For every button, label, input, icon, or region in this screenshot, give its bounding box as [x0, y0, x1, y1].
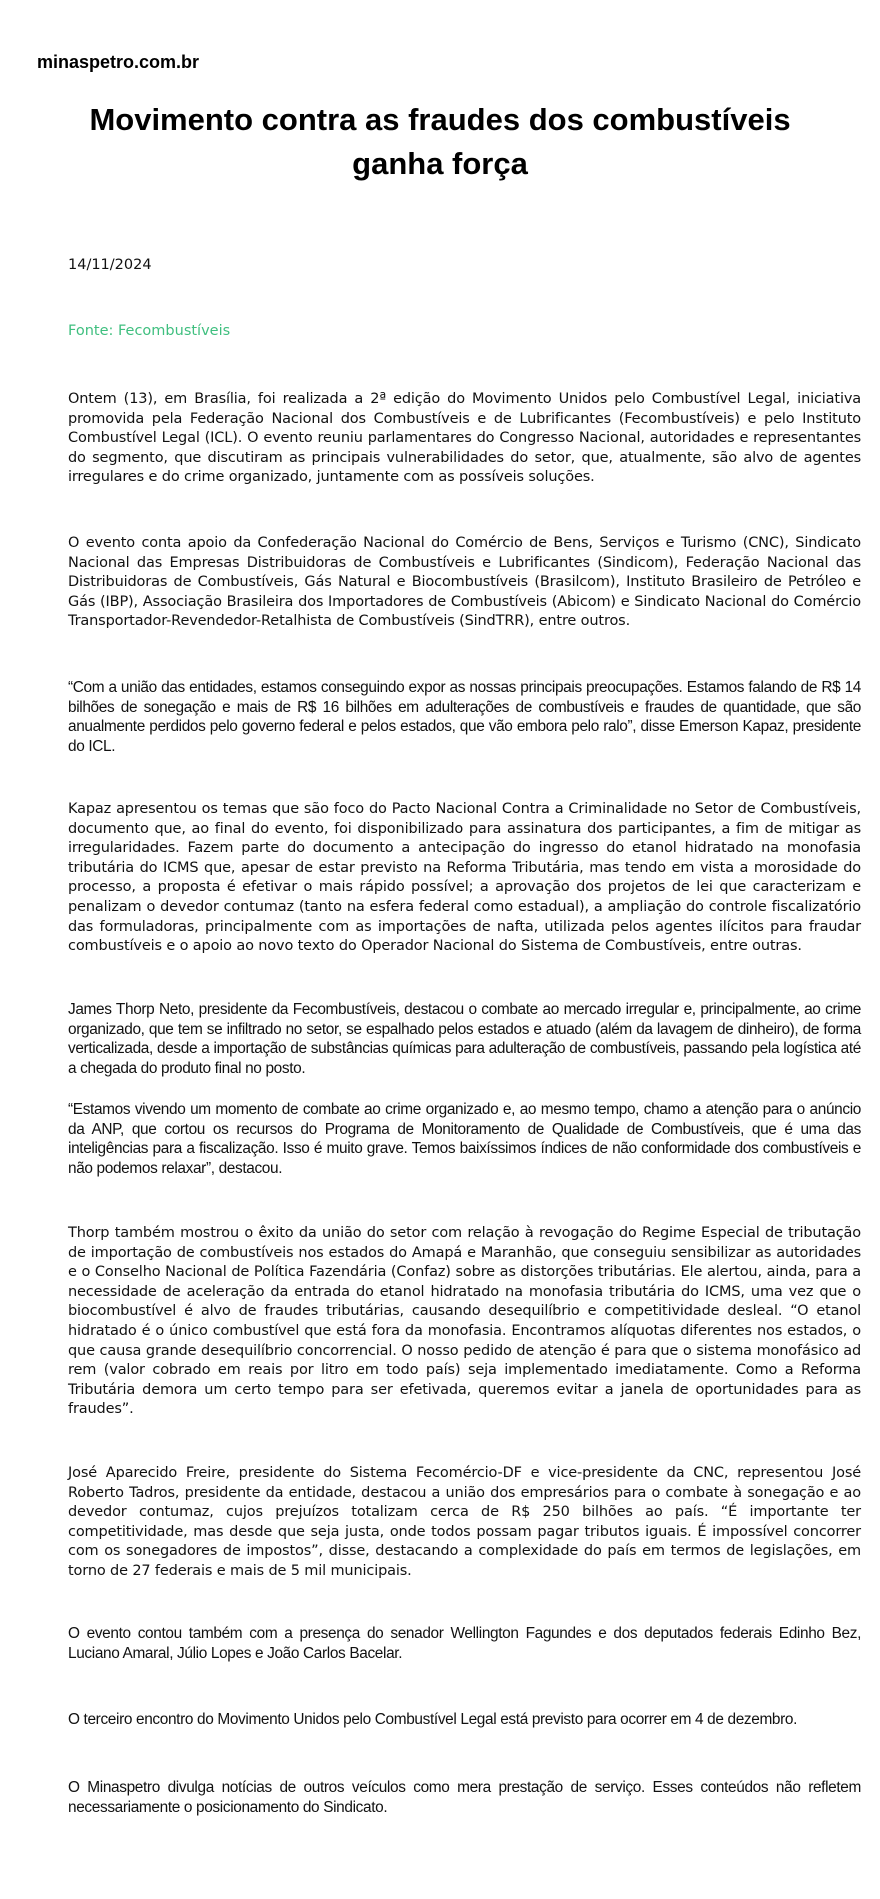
article-paragraph: José Aparecido Freire, presidente do Sistema Fecomércio-DF e vice-presidente da CNC, representou José Roberto Tadros, presidente da entidade, destacou a união dos empresários para o combate à sonegação e ao devedor contumaz, cujos prejuízos totalizam cerca de R$ 250 bilhões ao país. “É importante ter competitividade, mas desde que seja justa, onde todos possam pagar tributos iguais. É impossível concorrer com os sonegadores de impostos”, disse, destacando a complexidade do país em termos de legislações, em torno de 27 federais e mais de 5 mil municipais. [68, 1465, 861, 1579]
disclaimer: O Minaspetro divulga notícias de outros veículos como mera prestação de serviço. Esses conteúdos não refletem necessariamente o posicionamento do Sindicato. [68, 1779, 861, 1816]
article-paragraph: “Estamos vivendo um momento de combate ao crime organizado e, ao mesmo tempo, chamo a atenção para o anúncio da ANP, que cortou os recursos do Programa de Monitoramento de Qualidade de Combustíveis, que é uma das inteligências para a fiscalização. Isso é muito grave. Temos baixíssimos índices de não conformidade dos combustíveis e não podemos relaxar”, destacou. [68, 1101, 861, 1177]
article-title: Movimento contra as fraudes dos combustíveis ganha força [89, 102, 791, 181]
article-source: Fonte: Fecombustíveis [68, 323, 231, 339]
article-paragraph: “Com a união das entidades, estamos conseguindo expor as nossas principais preocupações. Estamos falando de R$ 14 bilhões de sonegação e mais de R$ 16 bilhões em adulterações de combustíveis e fraudes de quantidade, que são anualmente perdidos pelo governo federal e pelos estados, que vão embora pelo ralo”, disse Emerson Kapaz, presidente do ICL. [68, 679, 861, 755]
article-paragraph: Ontem (13), em Brasília, foi realizada a 2ª edição do Movimento Unidos pelo Combustível Legal, iniciativa promovida pela Federação Nacional dos Combustíveis e de Lubrificantes (Fecombustíveis) e pelo Instituto Combustível Legal (ICL). O evento reuniu parlamentares do Congresso Nacional, autoridades e representantes do segmento, que discutiram as principais vulnerabilidades do setor, que, atualmente, são alvo de agentes irregulares e do crime organizado, juntamente com as possíveis soluções. [68, 391, 861, 486]
article-paragraph: O evento conta apoio da Confederação Nacional do Comércio de Bens, Serviços e Turismo (CNC), Sindicato Nacional das Empresas Distribuidoras de Combustíveis e Lubrificantes (Sindicom), Federação Nacional das Distribuidoras de Combustíveis, Gás Natural e Biocombustíveis (Brasilcom), Instituto Brasileiro de Petróleo e Gás (IBP), Associação Brasileira dos Importadores de Combustíveis (Abicom) e Sindicato Nacional do Comércio Transportador-Revendedor-Retalhista de Combustíveis (SindTRR), entre outros. [68, 535, 861, 630]
article-paragraph: Kapaz apresentou os temas que são foco do Pacto Nacional Contra a Criminalidade no Setor de Combustíveis, documento que, ao final do evento, foi disponibilizado para assinatura dos participantes, a fim de mitigar as irregularidades. Fazem parte do documento a antecipação do ingresso do etanol hidratado na monofasia tributária do ICMS que, apesar de estar previsto na Reforma Tributária, mas tendo em vista a morosidade do processo, a proposta é efetivar o mais rápido possível; a aprovação dos projetos de lei que caracterizam e penalizam o devedor contumaz (tanto na esfera federal como estadual), a ampliação do controle fiscalizatório das formuladoras, principalmente com as importações de nafta, utilizada pelos agentes ilícitos para fraudar combustíveis e o apoio ao novo texto do Operador Nacional do Sistema de Combustíveis, entre outras. [68, 801, 861, 955]
article-paragraph: James Thorp Neto, presidente da Fecombustíveis, destacou o combate ao mercado irregular e, principalmente, ao crime organizado, que tem se infiltrado no setor, se espalhado pelos estados e atuado (além da lavagem de dinheiro), de forma verticalizada, desde a importação de substâncias químicas para adulteração de combustíveis, passando pela logística até a chegada do produto final no posto. [68, 1001, 861, 1077]
article-date: 14/11/2024 [68, 257, 152, 273]
article-paragraph: O evento contou também com a presença do senador Wellington Fagundes e dos deputados federais Edinho Bez, Luciano Amaral, Júlio Lopes e João Carlos Bacelar. [68, 1625, 861, 1662]
article-paragraph: Thorp também mostrou o êxito da união do setor com relação à revogação do Regime Especial de tributação de importação de combustíveis nos estados do Amapá e Maranhão, que conseguiu sensibilizar as autoridades e o Conselho Nacional de Política Fazendária (Confaz) sobre as distorções tributárias. Ele alertou, ainda, para a necessidade de aceleração da entrada do etanol hidratado na monofasia tributária do ICMS, uma vez que o biocombustível é alvo de fraudes tributárias, causando desequilíbrio e competitividade desleal. “O etanol hidratado é o único combustível que está fora da monofasia. Encontramos alíquotas diferentes nos estados, o que causa grande desequilíbrio concorrencial. O nosso pedido de atenção é para que o sistema monofásico ad rem (valor cobrado em reais por litro em todo país) seja implementado imediatamente. Como a Reforma Tributária demora um certo tempo para ser efetivada, queremos evitar a janela de oportunidades para as fraudes”. [68, 1225, 861, 1418]
article-paragraph: O terceiro encontro do Movimento Unidos pelo Combustível Legal está previsto para ocorrer em 4 de dezembro. [68, 1711, 798, 1728]
site-name: minaspetro.com.br [37, 52, 200, 72]
